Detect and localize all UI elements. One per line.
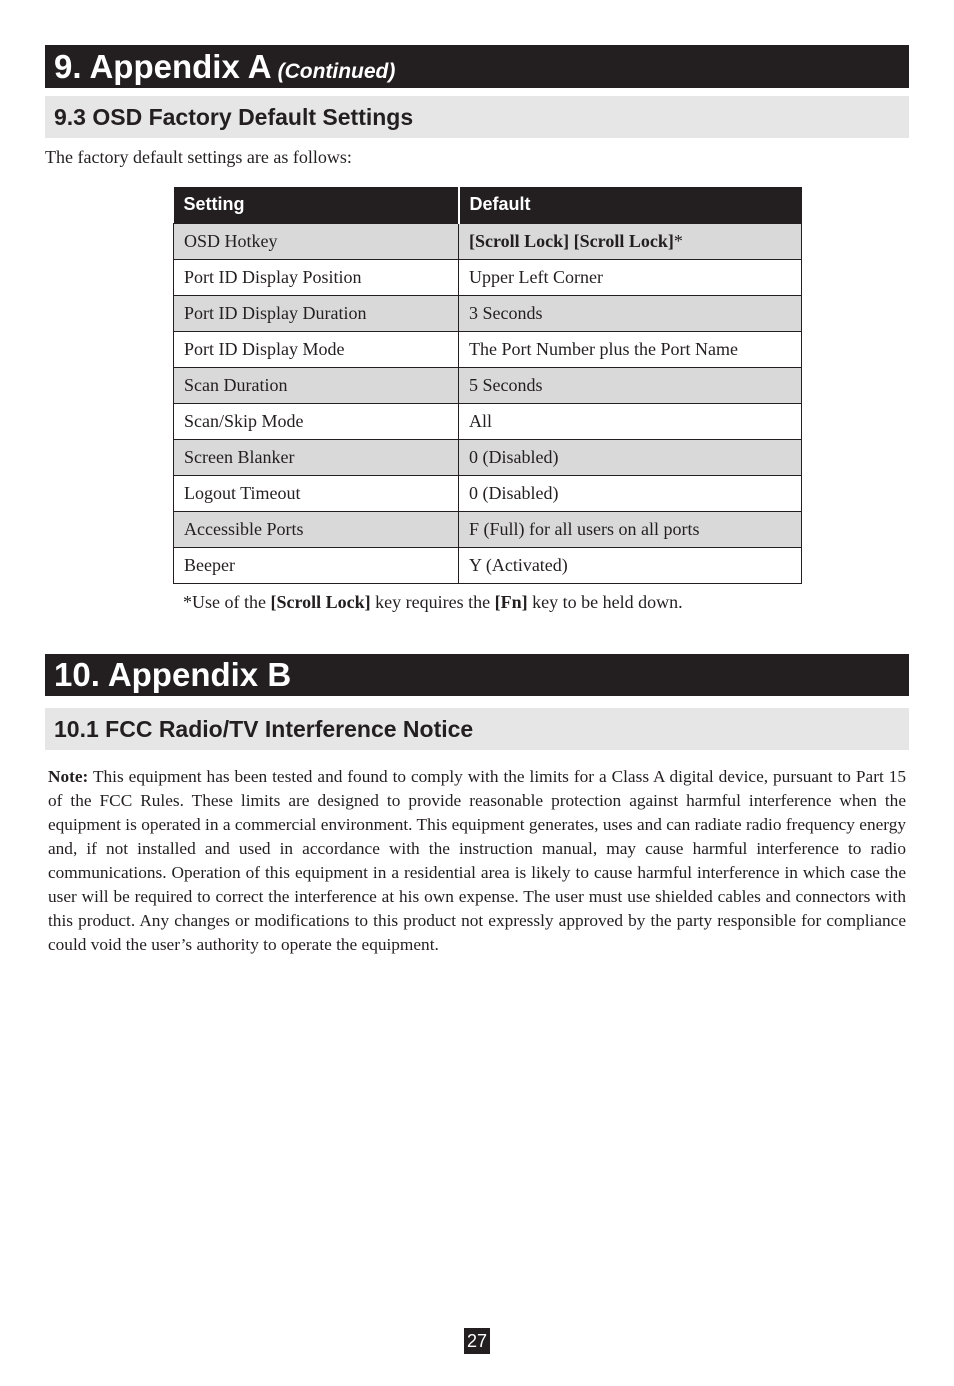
fcc-note-paragraph — [48, 765, 906, 957]
default-cell: 3 Seconds — [459, 295, 802, 331]
default-cell: Y (Activated) — [459, 547, 802, 583]
default-cell: 0 (Disabled) — [459, 475, 802, 511]
setting-cell: Logout Timeout — [174, 475, 459, 511]
setting-cell: Accessible Ports — [174, 511, 459, 547]
setting-cell: Scan Duration — [174, 367, 459, 403]
setting-cell: Beeper — [174, 547, 459, 583]
default-cell — [459, 223, 802, 259]
hotkey-keys: [Scroll Lock] [Scroll Lock] — [469, 230, 674, 251]
hotkey-asterisk: * — [673, 230, 683, 251]
table-row — [174, 259, 802, 295]
header-setting: Setting — [174, 187, 459, 223]
note-label: Note: — [48, 767, 89, 786]
section-heading-appendix-b: 10. Appendix B — [45, 654, 909, 696]
page-number: 27 — [464, 1328, 490, 1354]
continued-label: (Continued) — [277, 60, 396, 83]
table-row — [174, 403, 802, 439]
table-row — [174, 547, 802, 583]
table-row — [174, 223, 802, 259]
default-cell: 5 Seconds — [459, 367, 802, 403]
table-row — [174, 475, 802, 511]
table-footnote — [183, 590, 683, 614]
table-row — [174, 367, 802, 403]
setting-cell: Port ID Display Mode — [174, 331, 459, 367]
note-text: This equipment has been tested and found to comply with the limits for a Class A digital device, pursuant to Part 15 of the FCC Rules. These limits are designed to provide reasonable protection against harmful interference when the equipment is operated in a commercial environment. This equipment generates, uses and can radiate radio frequency energy and, if not installed and used in accordance with the instruction manual, may cause harmful interference to radio communications. Operation of this equipment in a residential area is likely to cause harmful interference in which case the user will be required to correct the interference at his own expense. The user must use shielded cables and connectors with this product. Any changes or modifications to this product not expressly approved by the party responsible for compliance could void the user’s authority to operate the equipment. — [48, 767, 906, 954]
subsection-heading-fcc-notice: 10.1 FCC Radio/TV Interference Notice — [45, 708, 909, 750]
default-cell: F (Full) for all users on all ports — [459, 511, 802, 547]
default-cell: The Port Number plus the Port Name — [459, 331, 802, 367]
default-cell: Upper Left Corner — [459, 259, 802, 295]
intro-text: The factory default settings are as follows: — [45, 147, 352, 167]
section-title: 9. Appendix A — [54, 48, 272, 85]
table-row — [174, 295, 802, 331]
default-cell: All — [459, 403, 802, 439]
setting-cell: Port ID Display Position — [174, 259, 459, 295]
subsection-heading-osd-defaults: 9.3 OSD Factory Default Settings — [45, 96, 909, 138]
setting-cell: Port ID Display Duration — [174, 295, 459, 331]
setting-cell: Screen Blanker — [174, 439, 459, 475]
footnote-key-fn: [Fn] — [494, 592, 528, 612]
section-heading-appendix-a — [45, 45, 909, 88]
table-header-row — [174, 187, 802, 223]
footnote-text: key to be held down. — [527, 592, 683, 612]
setting-cell: OSD Hotkey — [174, 223, 459, 259]
default-cell: 0 (Disabled) — [459, 439, 802, 475]
footnote-text: *Use of the — [183, 592, 271, 612]
factory-defaults-table — [173, 187, 802, 584]
setting-cell: Scan/Skip Mode — [174, 403, 459, 439]
header-default: Default — [459, 187, 802, 223]
table-row — [174, 511, 802, 547]
footnote-key-scroll-lock: [Scroll Lock] — [270, 592, 371, 612]
table-row — [174, 439, 802, 475]
footnote-text: key requires the — [370, 592, 495, 612]
table-row — [174, 331, 802, 367]
